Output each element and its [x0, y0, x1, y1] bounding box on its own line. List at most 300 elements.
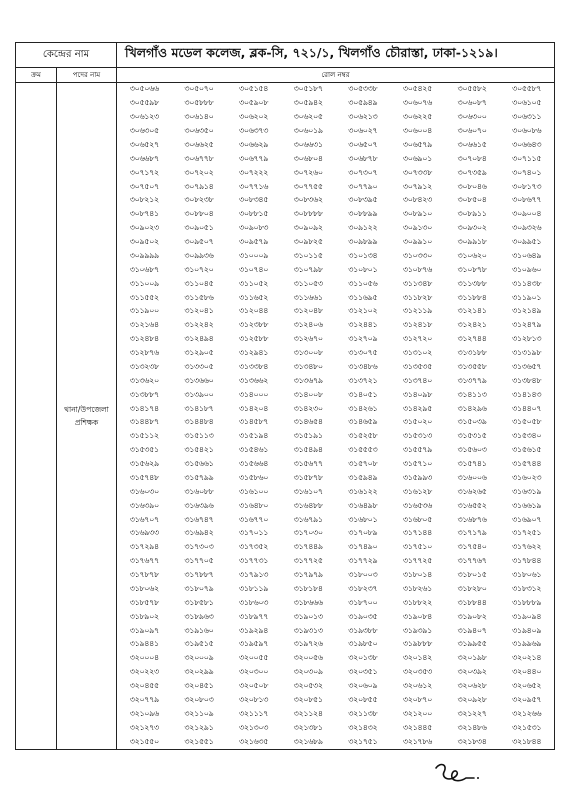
roll-cell: ৩১২৬৭০: [293, 334, 323, 344]
table-row: [117, 361, 554, 375]
roll-cell: ৩০৭২০২: [184, 167, 214, 177]
roll-cell: ৩২০৯৫৭: [512, 694, 542, 704]
table-row: [117, 180, 554, 194]
roll-cell: ৩১৭৯৭৯: [293, 570, 323, 580]
roll-cell: ৩১২৪৪১: [348, 320, 378, 330]
table-row: [117, 194, 554, 208]
roll-cell: ৩১৮৬৬৬: [293, 597, 323, 607]
roll-cell: ৩০৬১৪০: [184, 112, 214, 122]
roll-cell: ৩১২৭০৯: [348, 334, 378, 344]
roll-cell: ৩১২৪০৬: [293, 320, 323, 330]
roll-cell: ৩১৩৯০০: [184, 389, 214, 399]
roll-cell: ৩১২৯৪১: [238, 348, 269, 358]
table-row: [117, 305, 554, 319]
table-row: [117, 333, 554, 347]
roll-cell: ৩১৭৪৯০: [348, 542, 378, 552]
roll-cell: ৩১৫১৯৪: [238, 431, 269, 441]
roll-cell: ৩১২৪১৮: [402, 320, 433, 330]
roll-cell: ৩১৬৭০৭: [129, 514, 159, 524]
roll-cell: ৩০৭৩৩৮: [402, 167, 433, 177]
roll-cell: ৩২১২০০: [402, 708, 433, 718]
roll-cell: ৩০৭০৮৪: [457, 153, 487, 163]
roll-cell: ৩০৬৭৭৯: [238, 153, 269, 163]
roll-cell: ৩১৫২৫৮: [348, 431, 378, 441]
table-row: [117, 624, 554, 638]
roll-cell: ৩১১৯০০: [129, 306, 159, 316]
table-row: [117, 583, 554, 597]
roll-cell: ৩০৭২২২: [238, 167, 269, 177]
roll-cell: ৩১১৬৬১: [293, 292, 323, 302]
roll-cell: ৩১২১০২: [348, 306, 378, 316]
roll-cell: ৩১৯৭২৬: [293, 639, 323, 649]
roll-cell: ৩০৬২০২: [238, 112, 269, 122]
roll-cell: ৩১৩৭৪০: [402, 375, 433, 385]
roll-cell: ৩০৬০৮৬: [512, 126, 542, 136]
roll-cell: ৩২১২৭৩: [129, 722, 159, 732]
roll-cell: ৩২১৩৮১: [293, 722, 323, 732]
roll-cell: ৩০৬৫২৭: [129, 139, 159, 149]
roll-cell: ৩০৮৫০৪: [457, 195, 487, 205]
table-row: [117, 569, 554, 583]
roll-cell: ৩১৪১৭৪: [129, 403, 159, 413]
roll-cell: ৩০৬৩০০: [457, 112, 487, 122]
roll-cell: ৩১৭৪৪৯: [293, 542, 323, 552]
roll-cell: ৩০৯৯৯৯: [129, 250, 159, 260]
roll-cell: ৩১৭২৯৪: [129, 542, 159, 552]
roll-cell: ৩২১১২৪: [293, 708, 323, 718]
roll-cell: ৩২০৮৭০: [402, 694, 433, 704]
roll-cell: ৩১২৮৭৬: [129, 348, 159, 358]
roll-cell: ৩১৬৪৮০: [238, 500, 269, 510]
roll-cell: ৩০৮০৪৬: [457, 181, 487, 191]
roll-cell: ৩১৭৮৪৪: [512, 556, 542, 566]
roll-cell: ৩১৫৪৬১: [238, 445, 269, 455]
roll-cell: ৩১৬০২৩: [512, 472, 542, 482]
roll-cell: ৩০৬১০৫: [512, 98, 542, 108]
roll-cell: ৩১৩৫৫৮: [457, 361, 487, 371]
table-row: [117, 416, 554, 430]
roll-cell: ৩০৯৩২৬: [512, 223, 542, 233]
roll-cell: ৩১২৪৯৪: [184, 334, 214, 344]
roll-table: [15, 42, 555, 750]
roll-cell: ৩০৭৫০৭: [129, 181, 159, 191]
roll-cell: ৩০৯৮৯৯: [348, 237, 378, 247]
roll-cell: ৩০৭৩০৭: [348, 167, 378, 177]
roll-cell: ৩১৭১৪৪: [402, 528, 433, 538]
roll-cell: ৩২০৩৫১: [348, 667, 378, 677]
roll-cell: ৩০৬৬২৯: [238, 139, 269, 149]
roll-cell: ৩১৮০০৩: [348, 570, 378, 580]
roll-cell: ৩২১৮৪৪: [512, 736, 542, 746]
roll-cell: ৩০৯৫০৭: [184, 237, 214, 247]
roll-cell: ৩১৮০৬২: [129, 583, 159, 593]
table-row: [117, 402, 554, 416]
roll-cell: ৩১৩৫৩৫: [402, 361, 433, 371]
table-row: [117, 666, 554, 680]
roll-cell: ৩২১০৯৬: [129, 708, 159, 718]
table-row: [117, 638, 554, 652]
table-row: [117, 277, 554, 291]
roll-cell: ৩০৬৬১৫: [457, 139, 487, 149]
roll-cell: ৩১২০৪৪: [238, 306, 269, 316]
roll-cell: ৩০৬৬৪৩: [512, 139, 542, 149]
roll-cell: ৩১৬৮০৫: [402, 514, 433, 524]
serial-column: [16, 83, 57, 749]
roll-cell: ৩১০৬৮৭: [129, 264, 159, 274]
table-row: [117, 430, 554, 444]
roll-cell: ৩১৯০৩৫: [348, 611, 378, 621]
roll-cell: ৩১৬১২২: [348, 486, 378, 496]
roll-cell: ৩১৮২৩৭: [348, 583, 378, 593]
roll-cell: ৩০৬৬৩১: [293, 139, 323, 149]
roll-cell: ৩১৬৭৯১: [293, 514, 323, 524]
roll-cell: ৩১৮৯০২: [129, 611, 159, 621]
roll-cell: ৩১৩৮৮৭: [129, 389, 159, 399]
roll-cell: ৩১৯৫৯৭: [238, 639, 269, 649]
roll-cell: ৩১০৮০১: [348, 264, 378, 274]
roll-cell: ৩১৩০০৮: [293, 348, 323, 358]
table-row: [117, 222, 554, 236]
roll-cell: ৩২০৩০৯: [293, 667, 323, 677]
roll-cell: ৩০৫৮৮৮: [184, 98, 214, 108]
roll-cell: ৩১৮০৭৯: [184, 583, 214, 593]
roll-cell: ৩২১৭৫১: [348, 736, 378, 746]
roll-cell: ৩১০৭২০: [184, 264, 214, 274]
roll-cell: ৩০৯৫০২: [129, 237, 159, 247]
roll-cell: ৩০৬৩১১: [512, 112, 542, 122]
roll-cell: ৩১৭০৩০: [293, 528, 323, 538]
roll-cell: ৩১৮৭০০: [348, 597, 378, 607]
roll-cell: ৩১২৪২১: [457, 320, 487, 330]
roll-cell: ৩১৬২৬৫: [457, 486, 487, 496]
roll-cell: ৩২০২১৪: [512, 653, 542, 663]
roll-cell: ৩১১৮২৮: [402, 292, 433, 302]
roll-cell: ৩০৮২৩৮: [184, 195, 214, 205]
roll-cell: ৩০৮৮৯৯: [348, 209, 378, 219]
roll-cell: ৩০৫৩৩৮: [348, 84, 378, 94]
roll-cell: ৩১৫৭৯৯: [184, 472, 214, 482]
roll-cell: ৩১৯৩১৩: [293, 625, 323, 635]
roll-cell: ৩০৬৫০৭: [348, 139, 378, 149]
roll-cell: ৩২০৩০০: [238, 667, 269, 677]
roll-cell: ৩১৬৮৭৬: [457, 514, 487, 524]
roll-cell: ৩১৪২০৪: [238, 403, 269, 413]
roll-cell: ৩১৫৭১০: [402, 459, 433, 469]
roll-cell: ৩১৫৪৯৪: [293, 445, 323, 455]
table-row: [117, 707, 554, 721]
roll-cell: ৩২০০৫৬: [293, 653, 323, 663]
roll-cell: ৩০৯৮২৫: [293, 237, 323, 247]
roll-cell: ৩১৫০২০: [402, 417, 433, 427]
roll-cell: ৩১২৭২০: [402, 334, 433, 344]
roll-cell: ৩১৮০১৫: [457, 570, 487, 580]
roll-cell: ৩০৬১২৩: [129, 112, 159, 122]
roll-cell: ৩১২৮১৩: [512, 334, 542, 344]
roll-cell: ৩২০৪৪০: [512, 667, 542, 677]
roll-cell: ৩১৩২৩৮: [129, 361, 159, 371]
roll-cell: ৩১৩৩০৫: [184, 361, 214, 371]
roll-cell: ৩০৭৭১৬: [238, 181, 269, 191]
roll-cell: ৩০৭৯১২: [402, 181, 433, 191]
roll-cell: ৩০৮৩৯৫: [348, 195, 378, 205]
roll-cell: ৩১৫৭৪১: [457, 459, 487, 469]
roll-cell: ৩১৪৫৮৭: [238, 417, 269, 427]
roll-cell: ৩০৬৯০১: [402, 153, 433, 163]
roll-cell: ৩১৮৬০৩: [238, 597, 269, 607]
roll-cell: ৩২১৪৩২: [348, 722, 378, 732]
roll-cell: ৩১৪২৬১: [348, 403, 378, 413]
roll-cell: ৩১৩১০২: [402, 348, 433, 358]
roll-cell: ৩২১২৬৬: [512, 708, 542, 718]
post-name-line: প্রশিক্ষক: [74, 418, 99, 427]
roll-cell: ৩১৮৮২২: [402, 597, 433, 607]
roll-cell: ৩০৭৪০১: [512, 167, 542, 177]
roll-cell: ৩১৪২৯৬: [457, 403, 487, 413]
roll-cell: ৩০৬২২৫: [402, 112, 433, 122]
roll-cell: ৩১৩১৮৮: [457, 348, 487, 358]
roll-cell: ৩১১৫৮৬: [184, 292, 214, 302]
roll-cell: ৩১৫৬২৯: [129, 459, 159, 469]
roll-cell: ৩২১৭৮৬: [402, 736, 433, 746]
roll-cell: ৩১৮৫৭৮: [129, 597, 159, 607]
roll-cell: ৩১৯৯৫৫: [457, 639, 487, 649]
roll-cell: ৩১৫৭৪৮: [129, 472, 159, 482]
roll-cell: ৩০৮৩৬২: [293, 195, 323, 205]
table-row: [117, 499, 554, 513]
roll-cell: ৩১৫৫৫৩: [348, 445, 378, 455]
roll-cell: ৩১৯৪০৭: [457, 625, 487, 635]
roll-cell: ৩১০০০৯: [238, 250, 269, 260]
table-row: [117, 263, 554, 277]
roll-cell: ৩১৭৮৮৭: [184, 570, 214, 580]
roll-cell: ৩১০৬৪৯: [512, 250, 542, 260]
table-row: [117, 125, 554, 139]
roll-cell: ৩০৭১৭২: [129, 167, 159, 177]
roll-cell: ৩১৫১১৩: [184, 431, 214, 441]
roll-cell: ৩১৩৬৬২: [238, 375, 269, 385]
roll-cell: ৩১৩৬৬০: [184, 375, 214, 385]
serial-header: ক্রম: [16, 68, 57, 82]
roll-cell: ৩২০৫০৮: [238, 681, 269, 691]
table-row: [117, 555, 554, 569]
table-row: [117, 111, 554, 125]
roll-cell: ৩১৫৬১৫: [512, 445, 542, 455]
roll-cell: ৩০৬০০৪: [402, 126, 433, 136]
roll-cell: ৩১৮০৬১: [512, 570, 542, 580]
roll-cell: ৩১৫৬০৩: [457, 445, 487, 455]
roll-cell: ৩১৬১২৮: [402, 486, 433, 496]
roll-cell: ৩০৬০২৭: [348, 126, 378, 136]
roll-cell: ৩১৭৩৫২: [238, 542, 269, 552]
roll-cell: ৩১৩৪৮৬: [348, 361, 378, 371]
roll-cell: ৩১৮৯৬৩: [184, 611, 214, 621]
roll-cell: ৩১০৮৭৬: [402, 264, 433, 274]
roll-cell: ৩১৭৭২৫: [402, 556, 433, 566]
roll-cell: ৩১২০৪৮: [293, 306, 323, 316]
roll-cell: ৩০৯০৯২: [293, 223, 323, 233]
roll-cell: ৩২১১১৭: [238, 708, 269, 718]
roll-cell: ৩১৬৯৪২: [184, 528, 214, 538]
roll-cell: ৩১৭৫১০: [402, 542, 433, 552]
roll-cell: ৩০৯৯১০: [402, 237, 433, 247]
roll-cell: ৩১৭৭৬৭: [457, 556, 487, 566]
roll-cell: ৩১২৪৭৯: [512, 320, 542, 330]
roll-cell: ৩১১০৫২: [238, 278, 269, 288]
roll-cell: ৩১২৭৪৪: [457, 334, 487, 344]
roll-cell: ৩০৬০৭০: [457, 126, 487, 136]
roll-cell: ৩১৯০১৩: [293, 611, 323, 621]
roll-cell: ৩১৩০৭৫: [348, 348, 378, 358]
roll-cell: ৩১৬৩৯৬: [184, 500, 214, 510]
roll-cell: ৩১০৯৬০: [512, 264, 542, 274]
roll-cell: ৩২০৬৫২: [512, 681, 542, 691]
roll-cell: ৩১৮৮৮৯: [512, 597, 542, 607]
post-header: পদের নাম: [57, 68, 117, 82]
roll-cell: ৩০৯৩০২: [457, 223, 487, 233]
roll-cell: ৩২১৫৫০: [129, 736, 159, 746]
roll-cell: ৩২১৪৪৫: [402, 722, 433, 732]
roll-cell: ৩০৫০৬৬: [129, 84, 159, 94]
roll-cell: ৩১৫৯৯৩: [402, 472, 433, 482]
roll-cell: ৩০৫৪২৫: [402, 84, 433, 94]
roll-cell: ৩২১২৯১: [184, 722, 214, 732]
roll-cell: ৩১২৩৮৮: [238, 320, 269, 330]
roll-cell: ৩১৬১০০: [238, 486, 269, 496]
roll-cell: ৩১১০০৯: [129, 278, 159, 288]
roll-cell: ৩১১৩৮৮: [457, 278, 487, 288]
roll-cell: ৩১২১১৯: [402, 306, 433, 316]
table-row: [117, 513, 554, 527]
roll-cell: ৩০৮৭৪১: [129, 209, 159, 219]
roll-cell: ৩১৮১৮৪: [293, 583, 323, 593]
roll-cell: ৩০৮৯১১: [457, 209, 487, 219]
roll-cell: ৩১১৮৮৪: [457, 292, 487, 302]
table-row: [117, 250, 554, 264]
column-header-row: [16, 68, 554, 83]
roll-cell: ৩১৪২৩০: [293, 403, 323, 413]
roll-cell: ৩০৯৫৭৯: [238, 237, 269, 247]
table-row: [117, 166, 554, 180]
roll-cell: ৩০৬৬২৫: [184, 139, 214, 149]
roll-cell: ৩১৭৮৭৮: [129, 570, 159, 580]
center-label: কেন্দ্রের নাম: [16, 43, 117, 67]
roll-cell: ৩১৪১১৩: [457, 389, 487, 399]
roll-cell: ৩১১৬৫২: [238, 292, 269, 302]
roll-cell: ৩১৬৮০১: [348, 514, 378, 524]
roll-cell: ৩১৭৭২৯: [348, 556, 378, 566]
roll-cell: ৩১৯৩৮৮: [348, 625, 378, 635]
roll-cell: ৩০৯৯১৮: [457, 237, 487, 247]
table-row: [117, 444, 554, 458]
roll-cell: ৩১৬৩১৯: [512, 486, 542, 496]
roll-header: রোল নম্বর: [321, 71, 350, 79]
roll-cell: ৩০৫৯৪৯: [348, 98, 378, 108]
roll-cell: ৩১৫৭০৮: [348, 459, 378, 469]
roll-cell: ৩১২৫৮৮: [238, 334, 269, 344]
roll-cell: ৩০৯৯৩৬: [184, 250, 214, 260]
table-row: [117, 347, 554, 361]
roll-cell: ৩২০১৯৮: [457, 653, 487, 663]
roll-cell: ৩০৭৩৫৯: [457, 167, 487, 177]
roll-cell: ৩০৫৯৪২: [293, 98, 323, 108]
roll-cell: ৩১৯২৯৪: [238, 625, 269, 635]
roll-cell: ৩১৪৪৮৭: [129, 417, 159, 427]
roll-cell: ৩১৭৭৩১: [238, 556, 269, 566]
roll-cell: ৩১৭৭০৫: [184, 556, 214, 566]
table-row: [117, 527, 554, 541]
table-row: [117, 694, 554, 708]
roll-cell: ৩০৬২১৩: [348, 112, 378, 122]
roll-cell: ৩২০০০৪: [129, 653, 159, 663]
roll-cell: ৩২০৬০৯: [348, 681, 378, 691]
roll-cell: ৩১৩৭২১: [348, 375, 378, 385]
table-row: [117, 458, 554, 472]
table-row: [117, 83, 554, 97]
roll-cell: ৩১০৭৯৮: [293, 264, 323, 274]
table-row: [117, 652, 554, 666]
roll-cell: ৩১৬৭৪৭: [184, 514, 214, 524]
roll-cell: ৩১৪০০০: [238, 389, 269, 399]
roll-cell: ৩০৮৬৭৭: [512, 195, 542, 205]
roll-cell: ৩১৬০৮৮: [184, 486, 214, 496]
roll-cell: ৩১২১৬৪: [129, 320, 159, 330]
roll-cell: ৩২০৮৫১: [293, 694, 323, 704]
roll-cell: ৩০৬৭৭৮: [184, 153, 214, 163]
table-row: [117, 472, 554, 486]
roll-cell: ৩০৮১৭৩: [512, 181, 542, 191]
roll-cell: ৩১৯৮৫০: [348, 639, 378, 649]
post-name-cell: [57, 83, 117, 749]
roll-cell: ৩০৯০৫১: [184, 223, 214, 233]
table-row: [117, 319, 554, 333]
roll-cell: ৩০৬০৮৭: [457, 98, 487, 108]
roll-cell: ৩২০০০৯: [184, 653, 214, 663]
roll-cell: ৩১৯৮৮৮: [402, 639, 433, 649]
roll-cell: ৩১৫৩১৫: [457, 431, 487, 441]
table-row: [117, 236, 554, 250]
center-value: খিলগাঁও মডেল কলেজ, ব্লক-সি, ৭২১/১, খিলগাঁও চৌরাস্তা, ঢাকা-১২১৯।: [125, 45, 498, 60]
roll-cell: ৩০৭৭৯০: [348, 181, 378, 191]
roll-cell: ৩১৫৩৫১: [129, 445, 159, 455]
roll-cell: ৩০৬২০৫: [293, 112, 323, 122]
roll-cell: ৩১১৬৯৫: [348, 292, 378, 302]
roll-cell: ৩১৬৫৫২: [457, 500, 487, 510]
roll-cell: ৩১৯১৬০: [184, 625, 214, 635]
roll-cell: ৩০৫০৭০: [184, 84, 214, 94]
roll-cell: ৩১৭৯১৩: [238, 570, 269, 580]
roll-cell: ৩১৩৭৭৯: [457, 375, 487, 385]
roll-cell: ৩১৩৩৮৪: [238, 361, 269, 371]
roll-cell: ৩০৬৩৫০: [184, 126, 214, 136]
roll-cell: ৩২১৪৮৬: [457, 722, 487, 732]
table-row: [117, 735, 554, 749]
roll-cell: ৩১৯৪৪১: [129, 639, 159, 649]
roll-cell: ৩১৯৪০৯: [512, 625, 542, 635]
roll-cell: ৩১১৩৪৮: [402, 278, 433, 288]
roll-cell: ৩০৬৫৭৯: [402, 139, 433, 149]
table-row: [117, 388, 554, 402]
roll-cell: ৩২১৫৫১: [184, 736, 214, 746]
roll-cell: ৩০৫৫৯৮: [129, 98, 159, 108]
roll-cell: ৩১৩১৯৮: [512, 348, 542, 358]
roll-cell: ৩০৫১৮৭: [293, 84, 323, 94]
roll-cell: ৩২০৪৫৫: [129, 681, 159, 691]
roll-cell: ৩১৫৬৬১: [184, 459, 214, 469]
roll-cell: ৩১৯৩৯১: [402, 625, 433, 635]
roll-cell: ৩১৭৭২৫: [293, 556, 323, 566]
roll-cell: ৩১৬০০৬: [457, 472, 487, 482]
roll-cell: ৩১৯৫১৫: [184, 639, 214, 649]
